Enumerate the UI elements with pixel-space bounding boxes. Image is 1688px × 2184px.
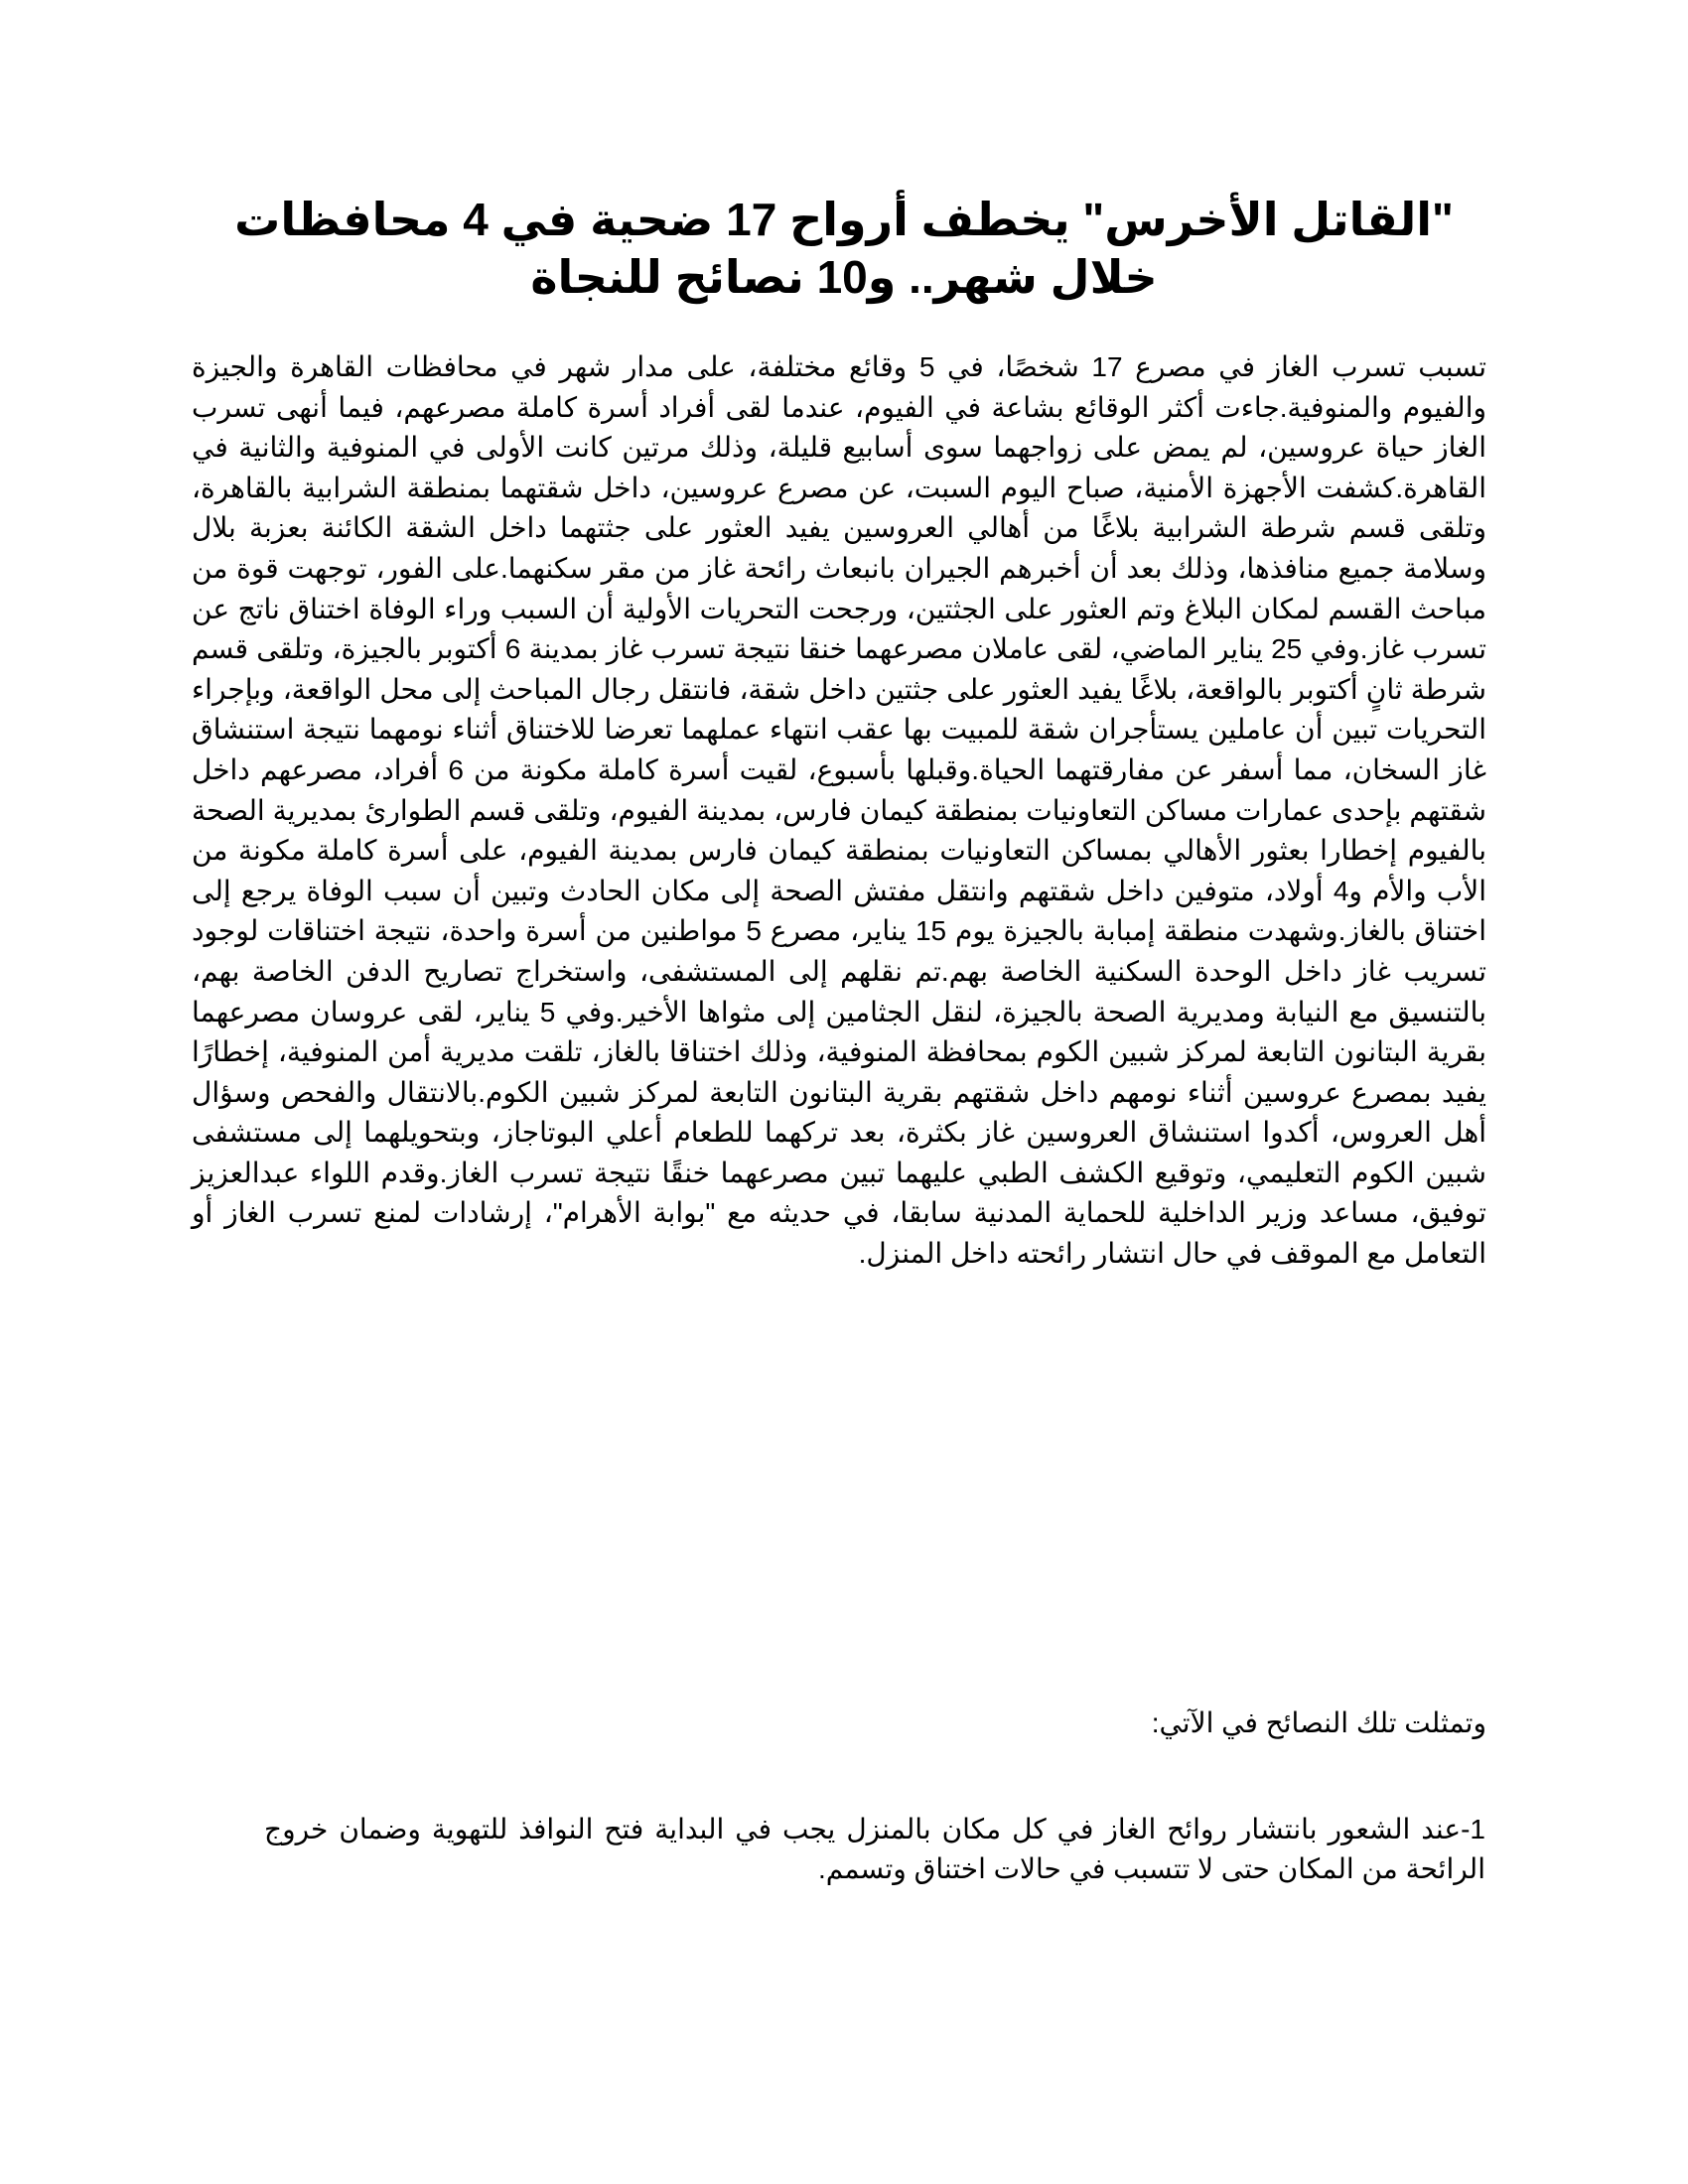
tip-item: 1-عند الشعور بانتشار روائح الغاز في كل مكان بالمنزل يجب في البداية فتح النوافذ للتهوية وضمان خروج الرائحة من المكان حتى لا تتسبب في حالات اختناق وتسمم.	[264, 1814, 1485, 1884]
tips-list	[264, 1810, 1485, 1889]
article-title: "القاتل الأخرس" يخطف أرواح 17 ضحية في 4 محافظات خلال شهر.. و10 نصائح للنجاة	[234, 194, 1454, 303]
tips-intro: وتمثلت تلك النصائح في الآتي:	[1151, 1707, 1486, 1738]
article-body: تسبب تسرب الغاز في مصرع 17 شخصًا، في 5 وقائع مختلفة، على مدار شهر في محافظات القاهرة والجيزة والفيوم والمنوفية.جاءت أكثر الوقائع بشاعة في الفيوم، عندما لقى أفراد أسرة كاملة مصرعهم، فيما أنهى تسرب الغاز حياة عروسين، لم يمض على زواجهما سوى أسابيع قليلة، وذلك مرتين كانت الأولى في المنوفية والثانية في القاهرة.كشفت الأجهزة الأمنية، صباح اليوم السبت، عن مصرع عروسين، داخل شقتهما بمنطقة الشرابية بالقاهرة، وتلقى قسم شرطة الشرابية بلاغًا من أهالي العروسين يفيد العثور على جثتهما داخل الشقة الكائنة بعزبة بلال وسلامة جميع منافذها، وذلك بعد أن أخبرهم الجيران بانبعاث رائحة غاز من مقر سكنهما.على الفور، توجهت قوة من مباحث القسم لمكان البلاغ وتم العثور على الجثتين، ورجحت التحريات الأولية أن السبب وراء الوفاة اختناق ناتج عن تسرب غاز.وفي 25 يناير الماضي، لقى عاملان مصرعهما خنقا نتيجة تسرب غاز بمدينة 6 أكتوبر بالجيزة، وتلقى قسم شرطة ثانٍ أكتوبر بالواقعة، بلاغًا يفيد العثور على جثتين داخل شقة، فانتقل رجال المباحث إلى محل الواقعة، وبإجراء التحريات تبين أن عاملين يستأجران شقة للمبيت بها عقب انتهاء عملهما تعرضا للاختناق أثناء نومهما نتيجة استنشاق غاز السخان، مما أسفر عن مفارقتهما الحياة.وقبلها بأسبوع، لقيت أسرة كاملة مكونة من 6 أفراد، مصرعهم داخل شقتهم بإحدى عمارات مساكن التعاونيات بمنطقة كيمان فارس، بمدينة الفيوم، وتلقى قسم الطوارئ بمديرية الصحة بالفيوم إخطارا بعثور الأهالي بمساكن التعاونيات بمنطقة كيمان فارس بمدينة الفيوم، على أسرة كاملة مكونة من الأب والأم و4 أولاد، متوفين داخل شقتهم وانتقل مفتش الصحة إلى مكان الحادث وتبين أن سبب الوفاة يرجع إلى اختناق بالغاز.وشهدت منطقة إمبابة بالجيزة يوم 15 يناير، مصرع 5 مواطنين من أسرة واحدة، نتيجة اختناقات لوجود تسريب غاز داخل الوحدة السكنية الخاصة بهم.تم نقلهم إلى المستشفى، واستخراج تصاريح الدفن الخاصة بهم، بالتنسيق مع النيابة ومديرية الصحة بالجيزة، لنقل الجثامين إلى مثواها الأخير.وفي 5 يناير، لقى عروسان مصرعهما بقرية البتانون التابعة لمركز شبين الكوم بمحافظة المنوفية، وذلك اختناقا بالغاز، تلقت مديرية أمن المنوفية، إخطارًا يفيد بمصرع عروسين أثناء نومهم داخل شقتهم بقرية البتانون التابعة لمركز شبين الكوم.بالانتقال والفحص وسؤال أهل العروس، أكدوا استنشاق العروسين غاز بكثرة، بعد تركهما للطعام أعلي البوتاجاز، وبتحويلهما إلى مستشفى شبين الكوم التعليمي، وتوقيع الكشف الطبي عليهما تبين مصرعهما خنقًا نتيجة تسرب الغاز.وقدم اللواء عبدالعزيز توفيق، مساعد وزير الداخلية للحماية المدنية سابقا، في حديثه مع "بوابة الأهرام"، إرشادات لمنع تسرب الغاز أو التعامل مع الموقف في حال انتشار رائحته داخل المنزل.	[192, 351, 1487, 1270]
